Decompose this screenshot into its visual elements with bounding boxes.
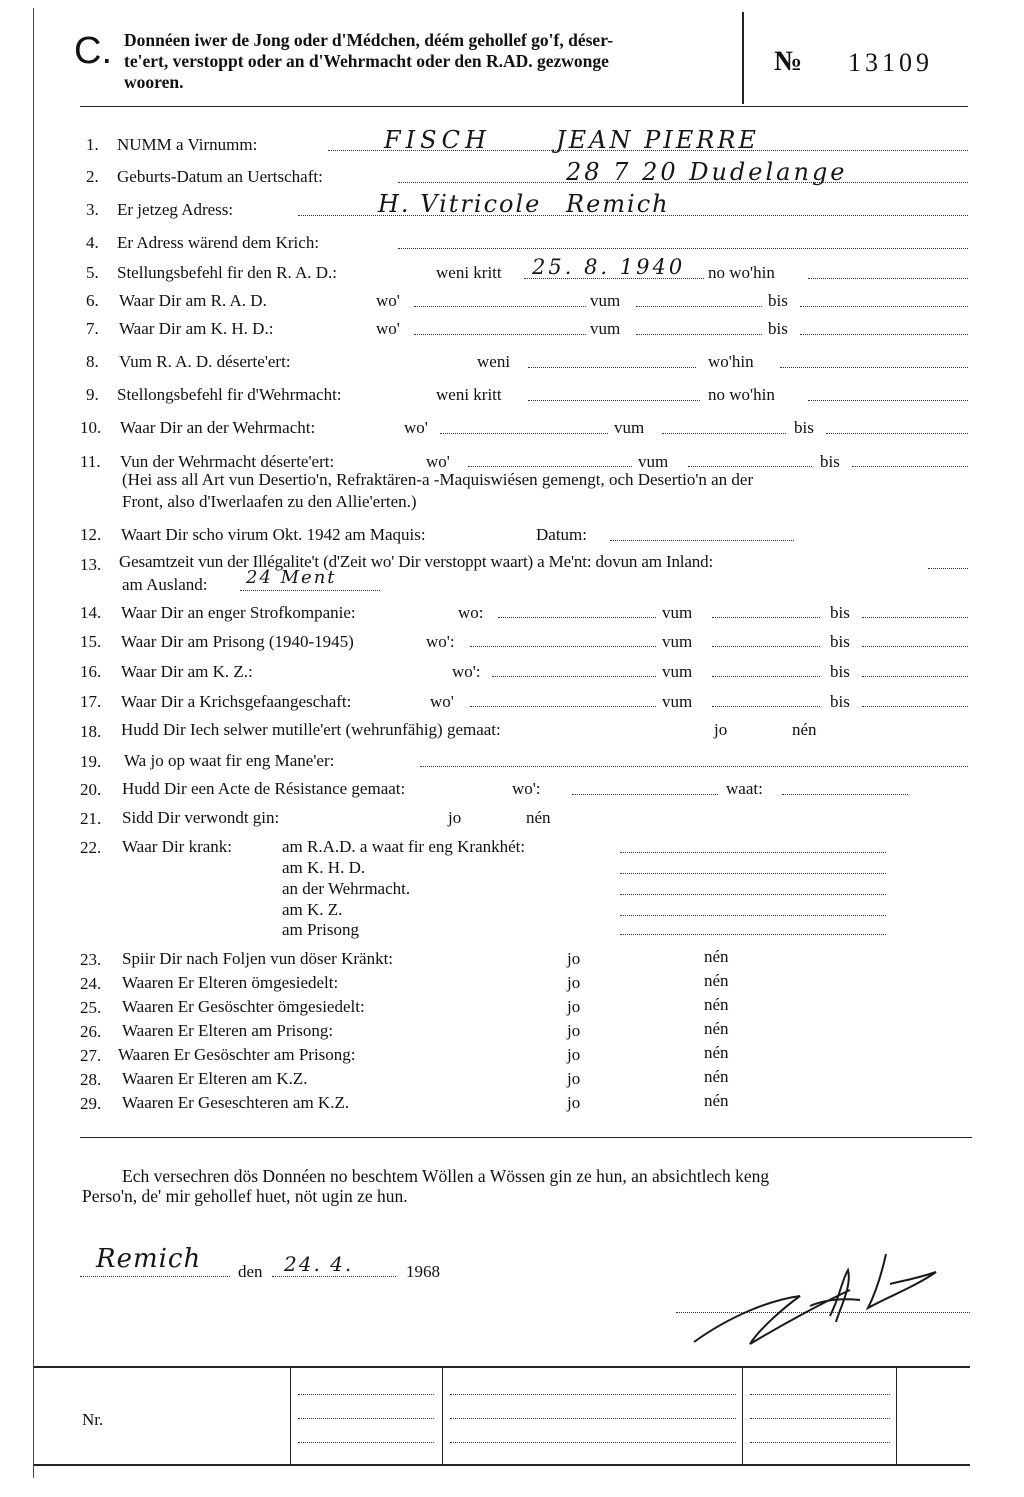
field-number: 28. <box>80 1070 102 1089</box>
field-number: 7. <box>86 319 99 338</box>
field-label: Stellungsbefehl fir den R. A. D.: <box>117 263 338 282</box>
field-line <box>414 334 586 335</box>
section-letter: C. <box>74 30 112 72</box>
field-wo: wo': <box>512 779 541 798</box>
firstname-value: JEAN PIERRE <box>556 126 759 154</box>
field-line <box>620 934 886 935</box>
field-label: Waaren Er Gesöschter am Prisong: <box>118 1045 356 1064</box>
field-label: Waar Dir krank: <box>122 837 233 856</box>
town-value: Remich <box>566 190 670 218</box>
field-number: 11. <box>80 452 101 471</box>
field-line <box>712 706 820 707</box>
field-line <box>240 590 380 591</box>
field-sub: weni kritt <box>436 385 502 404</box>
field-vum: vum <box>590 319 621 338</box>
header-divider <box>742 12 744 104</box>
field-line <box>862 646 968 647</box>
footer-line <box>298 1394 434 1395</box>
number-sign: № <box>774 46 803 77</box>
field-number: 13. <box>80 555 102 574</box>
footer-divider <box>896 1366 897 1464</box>
field-vum: vum <box>614 418 645 437</box>
header-title-line: wooren. <box>124 72 184 92</box>
field-line <box>862 676 968 677</box>
option-nen: nén <box>704 971 729 990</box>
field-label: Waaren Er Gesöschter ömgesiedelt: <box>122 997 365 1016</box>
field-line <box>610 540 794 541</box>
nr-label: Nr. <box>82 1410 104 1429</box>
field-number: 27. <box>80 1046 102 1065</box>
field-sub: weni kritt <box>436 263 502 282</box>
field-line <box>800 306 968 307</box>
field-label: Waar Dir am Prisong (1940-1945) <box>121 632 354 651</box>
field-label: Waaren Er Elteren ömgesiedelt: <box>122 973 339 992</box>
birth-value: 28 7 20 Dudelange <box>566 158 848 186</box>
footer-line <box>750 1418 890 1419</box>
field-line <box>440 433 608 434</box>
sub-item: am R.A.D. a waat fir eng Krankhét: <box>282 837 526 856</box>
field-number: 5. <box>86 263 99 282</box>
abroad-value: 24 Ment <box>246 567 337 588</box>
option-nen: nén <box>792 720 817 739</box>
document-number: 13109 <box>848 48 933 77</box>
field-number: 1. <box>86 135 99 154</box>
sub-item: am K. H. D. <box>282 858 366 877</box>
footer-line <box>750 1394 890 1395</box>
field-label: Stellongsbefehl fir d'Wehrmacht: <box>117 385 342 404</box>
option-jo: jo <box>567 1093 581 1112</box>
footer-line <box>298 1442 434 1443</box>
field-sub: weni <box>477 352 511 371</box>
option-nen: nén <box>704 1043 729 1062</box>
field-wo: wo' <box>404 418 428 437</box>
field-label: Waar Dir am K. Z.: <box>121 662 253 681</box>
field-line <box>712 646 820 647</box>
field-number: 4. <box>86 233 99 252</box>
field-line <box>712 676 820 677</box>
field-bis: bis <box>768 291 788 310</box>
option-jo: jo <box>567 949 581 968</box>
field-bis: bis <box>830 692 850 711</box>
field-line <box>528 400 700 401</box>
field-bis: bis <box>830 662 850 681</box>
field-sub: no wo'hin <box>708 263 775 282</box>
date-line <box>272 1276 396 1277</box>
field-number: 18. <box>80 722 102 741</box>
field-line <box>826 433 968 434</box>
field-number: 6. <box>86 291 99 310</box>
field-number: 22. <box>80 838 102 857</box>
option-jo: jo <box>567 1045 581 1064</box>
field-number: 14. <box>80 603 102 622</box>
field-line <box>662 433 786 434</box>
field-wo: wo': <box>426 632 455 651</box>
field-line <box>862 617 968 618</box>
option-jo: jo <box>567 1021 581 1040</box>
field-line <box>928 568 968 569</box>
field-label: Waaren Er Geseschteren am K.Z. <box>122 1093 350 1112</box>
field-label: Waaren Er Elteren am K.Z. <box>122 1069 308 1088</box>
field-line <box>492 676 656 677</box>
header-title-line: Donnéen iwer de Jong oder d'Médchen, déém gehollef go'f, déser- <box>124 30 614 50</box>
field-label: NUMM a Virnumm: <box>117 135 258 154</box>
field-line <box>800 334 968 335</box>
surname-value: FISCH <box>384 126 491 154</box>
declaration-line: Perso'n, de' mir gehollef huet, nöt ugin ze hun. <box>82 1186 408 1206</box>
field-vum: vum <box>638 452 669 471</box>
field-number: 25. <box>80 998 102 1017</box>
field-wo: wo' <box>376 291 400 310</box>
sub-item: an der Wehrmacht. <box>282 879 411 898</box>
field-label: Gesamtzeit vun der Illégalite't (d'Zeit wo' Dir verstoppt waart) a Me'nt: dovun am Inland: <box>119 552 714 571</box>
field-sub: no wo'hin <box>708 385 775 404</box>
field-line <box>620 894 886 895</box>
den-label: den <box>238 1262 263 1281</box>
field-number: 20. <box>80 780 102 799</box>
field-line <box>808 278 968 279</box>
option-nen: nén <box>704 947 729 966</box>
field-line <box>688 466 812 467</box>
note-line: (Hei ass all Art vun Desertio'n, Refraktären-a -Maquiswiésen gemengt, och Desertio'n an der <box>122 470 754 489</box>
field-number: 21. <box>80 809 102 828</box>
field-line <box>420 766 968 767</box>
field-label: Er Adress wärend dem Krich: <box>117 233 320 252</box>
field-bis: bis <box>794 418 814 437</box>
field-number: 10. <box>80 418 102 437</box>
left-border <box>33 8 34 1478</box>
field-label: Waar Dir am R. A. D. <box>119 291 267 310</box>
signature-mark <box>690 1246 960 1356</box>
field-label: Waart Dir scho virum Okt. 1942 am Maquis: <box>121 525 426 544</box>
field-line <box>808 400 968 401</box>
field-label: Hudd Dir een Acte de Résistance gemaat: <box>122 779 406 798</box>
field-wo: wo: <box>458 603 484 622</box>
option-nen: nén <box>526 808 551 827</box>
field-number: 19. <box>80 752 102 771</box>
field-number: 3. <box>86 200 99 219</box>
field-wo: wo' <box>430 692 454 711</box>
field-number: 23. <box>80 950 102 969</box>
field-line <box>470 646 656 647</box>
header-title-line: te'ert, verstoppt oder an d'Wehrmacht oder den R.AD. gezwonge <box>124 51 609 71</box>
field-wo: wo' <box>376 319 400 338</box>
field-vum: vum <box>662 603 693 622</box>
field-sub: wo'hin <box>708 352 754 371</box>
field-bis: bis <box>830 632 850 651</box>
field-label: am Ausland: <box>122 575 208 594</box>
field-bis: bis <box>768 319 788 338</box>
signature-date: 24. 4. <box>284 1252 354 1276</box>
footer-line <box>450 1442 736 1443</box>
field-number: 8. <box>86 352 99 371</box>
field-vum: vum <box>662 632 693 651</box>
field-label: Hudd Dir Iech selwer mutille'ert (wehrunfähig) gemaat: <box>121 720 501 739</box>
field-line <box>398 248 968 249</box>
option-nen: nén <box>704 995 729 1014</box>
field-line <box>528 367 696 368</box>
field-number: 26. <box>80 1022 102 1041</box>
field-line <box>498 617 656 618</box>
field-line <box>636 306 762 307</box>
header-title <box>124 30 744 93</box>
field-bis: bis <box>820 452 840 471</box>
field-label: Geburts-Datum an Uertschaft: <box>117 167 323 186</box>
field-number: 12. <box>80 525 102 544</box>
field-number: 9. <box>86 385 99 404</box>
field-line <box>414 306 586 307</box>
field-line <box>470 706 656 707</box>
field-number: 29. <box>80 1094 102 1113</box>
note-line: Front, also d'Iwerlaafen zu den Allie'erten.) <box>122 492 417 511</box>
declaration-line: Ech versechren dös Donnéen no beschtem Wöllen a Wössen gin ze hun, an absichtlech keng <box>122 1166 770 1186</box>
option-jo: jo <box>567 973 581 992</box>
footer-line <box>450 1418 736 1419</box>
option-jo: jo <box>714 720 728 739</box>
option-nen: nén <box>704 1019 729 1038</box>
field-label: Er jetzeg Adress: <box>117 200 234 219</box>
field-vum: vum <box>662 662 693 681</box>
field-line <box>852 466 968 467</box>
field-wo: wo': <box>452 662 481 681</box>
footer-line <box>750 1442 890 1443</box>
field-line <box>780 367 968 368</box>
footer-divider <box>442 1366 443 1464</box>
field-number: 16. <box>80 662 102 681</box>
option-jo: jo <box>448 808 462 827</box>
year-label: 1968 <box>406 1262 440 1281</box>
signature-place: Remich <box>96 1244 202 1274</box>
field-line <box>620 852 886 853</box>
sub-item: am Prisong <box>282 920 359 939</box>
option-jo: jo <box>567 997 581 1016</box>
section-rule <box>80 1137 972 1138</box>
field-label: Wa jo op waat fir eng Mane'er: <box>124 751 335 770</box>
field-number: 24. <box>80 974 102 993</box>
field-line <box>468 466 632 467</box>
option-nen: nén <box>704 1067 729 1086</box>
field-label: Waar Dir am K. H. D.: <box>119 319 274 338</box>
header-rule <box>80 106 968 107</box>
field-bis: bis <box>830 603 850 622</box>
field-line <box>712 617 820 618</box>
footer-rule-top <box>34 1366 970 1368</box>
footer-line <box>298 1418 434 1419</box>
street-value: H. Vitricole <box>378 190 542 218</box>
field-line <box>782 794 908 795</box>
field-line <box>620 915 886 916</box>
sub-item: am K. Z. <box>282 900 343 919</box>
field-label: Spiir Dir nach Foljen vun döser Kränkt: <box>122 949 394 968</box>
rad-date-value: 25. 8. 1940 <box>532 255 686 279</box>
field-label: Waar Dir a Krichsgefaangeschaft: <box>121 692 352 711</box>
field-label: Waaren Er Elteren am Prisong: <box>122 1021 334 1040</box>
field-line <box>636 334 762 335</box>
field-wo: wo' <box>426 452 450 471</box>
field-waat: waat: <box>726 779 763 798</box>
field-label: Vum R. A. D. déserte'ert: <box>119 352 291 371</box>
field-sub: Datum: <box>536 525 587 544</box>
place-line <box>80 1276 230 1277</box>
field-number: 2. <box>86 167 99 186</box>
footer-rule-bottom <box>34 1464 970 1466</box>
field-label: Waar Dir an der Wehrmacht: <box>120 418 316 437</box>
field-line <box>572 794 718 795</box>
field-number: 17. <box>80 692 102 711</box>
field-label: Sidd Dir verwondt gin: <box>122 808 280 827</box>
field-vum: vum <box>662 692 693 711</box>
footer-divider <box>742 1366 743 1464</box>
field-number: 15. <box>80 632 102 651</box>
field-vum: vum <box>590 291 621 310</box>
field-line <box>862 706 968 707</box>
option-jo: jo <box>567 1069 581 1088</box>
option-nen: nén <box>704 1091 729 1110</box>
footer-line <box>450 1394 736 1395</box>
footer-divider <box>290 1366 291 1464</box>
field-line <box>620 873 886 874</box>
field-label: Waar Dir an enger Strofkompanie: <box>121 603 356 622</box>
field-label: Vun der Wehrmacht déserte'ert: <box>120 452 335 471</box>
